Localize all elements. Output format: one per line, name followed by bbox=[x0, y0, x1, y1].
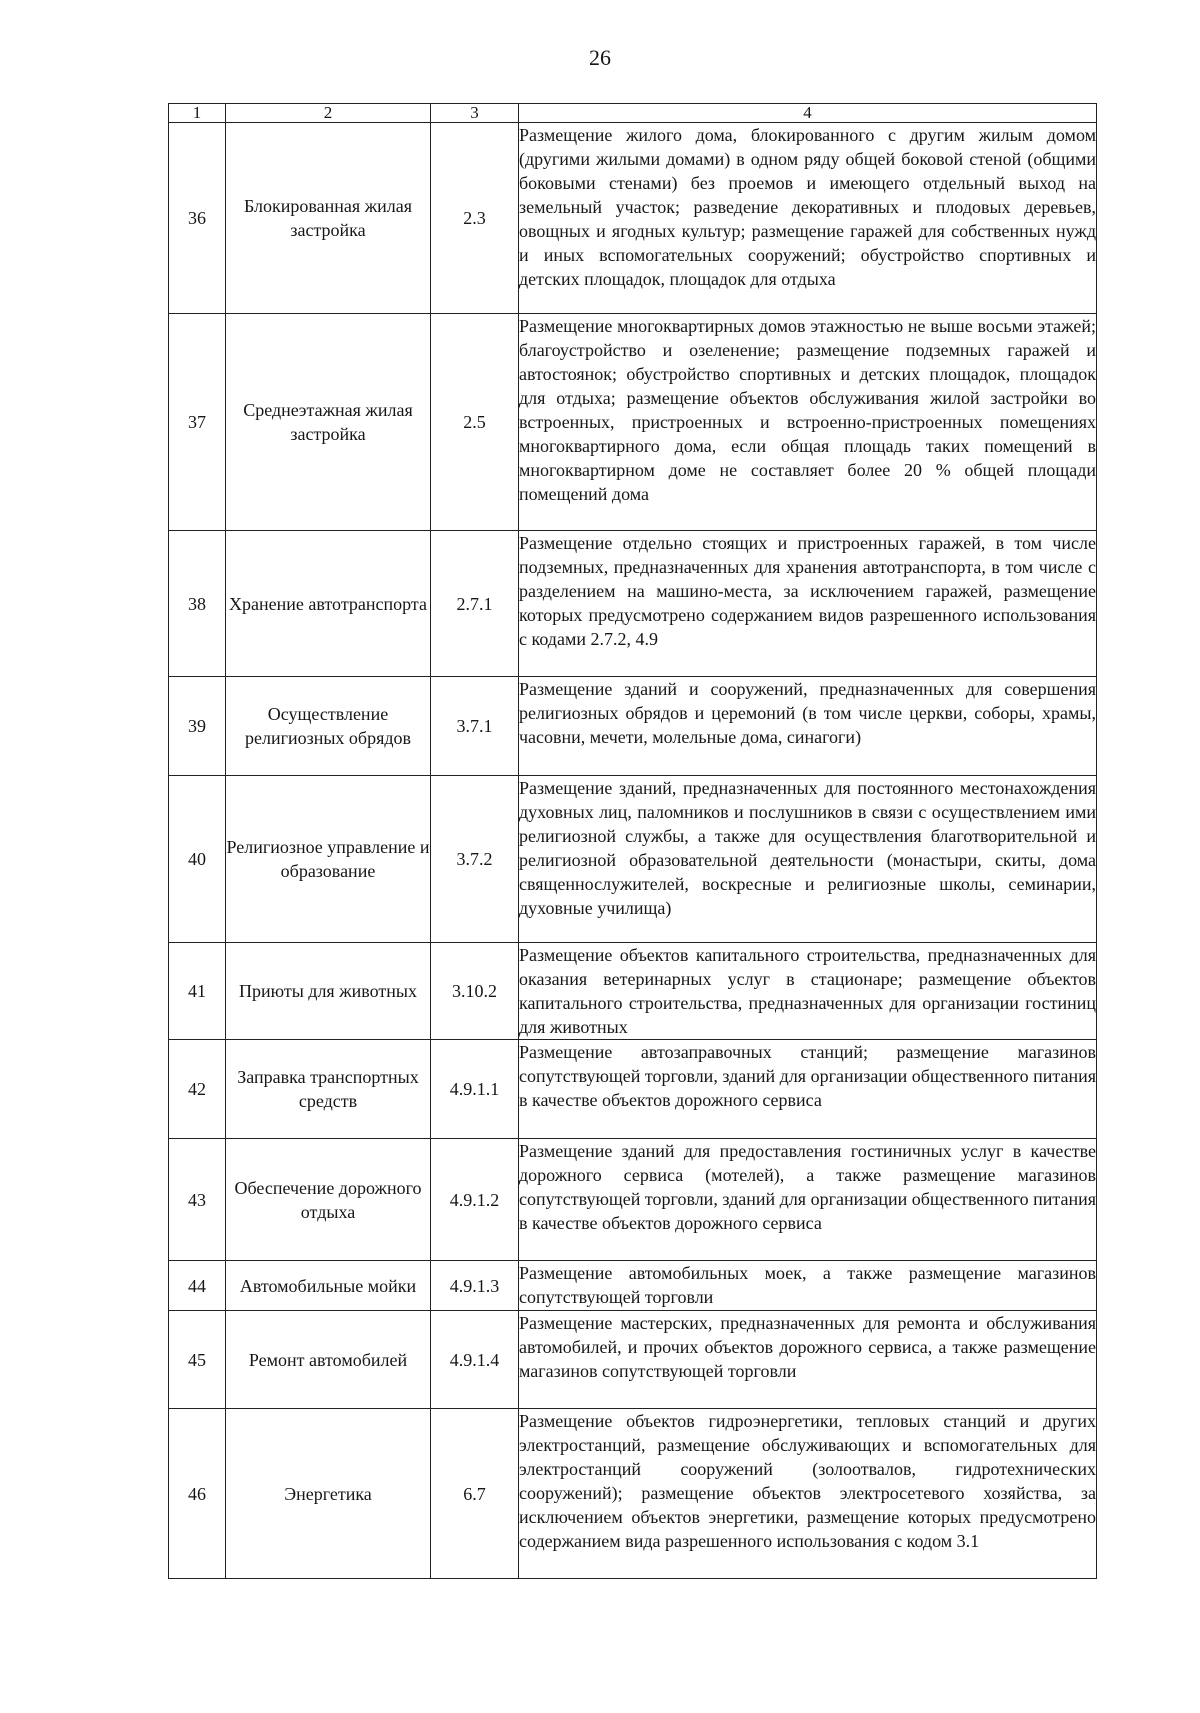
use-name: Хранение автотранспорта bbox=[226, 531, 431, 677]
use-description bbox=[519, 776, 1097, 943]
table-row bbox=[169, 1311, 1097, 1409]
row-number: 44 bbox=[169, 1261, 226, 1311]
use-description bbox=[519, 1261, 1097, 1311]
use-description-text: Размещение объектов гидроэнергетики, тепловых станций и других электростанций, размещение обслуживающих и вспомогательных для электростанций сооружений (золоотвалов, гидротехнических сооружений); размещение объектов электросетевого хозяйства, за исключением объектов энергетики, размещение которых предусмотрено содержанием вида разрешенного использования с кодом 3.1 bbox=[519, 1411, 1096, 1551]
use-name: Религиозное управление и образование bbox=[226, 776, 431, 943]
use-description bbox=[519, 531, 1097, 677]
use-description-text: Размещение зданий и сооружений, предназначенных для совершения религиозных обрядов и церемоний (в том числе церкви, соборы, храмы, часовни, мечети, молельные дома, синагоги) bbox=[519, 679, 1096, 747]
use-name: Ремонт автомобилей bbox=[226, 1311, 431, 1409]
table-row bbox=[169, 776, 1097, 943]
land-use-table bbox=[168, 103, 1097, 1579]
use-code: 4.9.1.2 bbox=[431, 1139, 519, 1261]
table-header-row bbox=[169, 104, 1097, 123]
use-description-text: Размещение жилого дома, блокированного с другим жилым домом (другими жилыми домами) в одном ряду общей боковой стеной (общими боковыми стенами) без проемов и имеющего отдельный выход на земельный участок; разведение декоративных и плодовых деревьев, овощных и ягодных культур; размещение гаражей для собственных нужд и иных вспомогательных сооружений; обустройство спортивных и детских площадок, площадок для отдыха bbox=[519, 125, 1096, 289]
row-number: 38 bbox=[169, 531, 226, 677]
row-number: 45 bbox=[169, 1311, 226, 1409]
column-header: 4 bbox=[519, 104, 1097, 123]
table-row bbox=[169, 677, 1097, 776]
use-name: Заправка транспортных средств bbox=[226, 1040, 431, 1139]
table-row bbox=[169, 314, 1097, 531]
use-description bbox=[519, 1139, 1097, 1261]
use-description bbox=[519, 1311, 1097, 1409]
use-name: Блокированная жилая застройка bbox=[226, 123, 431, 314]
use-code: 2.3 bbox=[431, 123, 519, 314]
use-name: Среднеэтажная жилая застройка bbox=[226, 314, 431, 531]
use-description bbox=[519, 1409, 1097, 1579]
use-description-text: Размещение мастерских, предназначенных для ремонта и обслуживания автомобилей, и прочих объектов дорожного сервиса, а также размещение магазинов сопутствующей торговли bbox=[519, 1313, 1096, 1381]
use-description-text: Размещение отдельно стоящих и пристроенных гаражей, в том числе подземных, предназначенных для хранения автотранспорта, в том числе с разделением на машино-места, за исключением гаражей, размещение которых предусмотрено содержанием видов разрешенного использования с кодами 2.7.2, 4.9 bbox=[519, 533, 1096, 649]
use-description-text: Размещение многоквартирных домов этажностью не выше восьми этажей; благоустройство и озеленение; размещение подземных гаражей и автостоянок; обустройство спортивных и детских площадок, площадок для отдыха; размещение объектов обслуживания жилой застройки во встроенных, пристроенных и встроенно-пристроенных помещениях многоквартирного дома, если общая площадь таких помещений в многоквартирном доме не составляет более 20 % общей площади помещений дома bbox=[519, 316, 1096, 504]
row-number: 40 bbox=[169, 776, 226, 943]
column-header: 2 bbox=[226, 104, 431, 123]
use-code: 2.7.1 bbox=[431, 531, 519, 677]
use-description bbox=[519, 1040, 1097, 1139]
row-number: 41 bbox=[169, 943, 226, 1040]
table-row bbox=[169, 531, 1097, 677]
use-name: Энергетика bbox=[226, 1409, 431, 1579]
row-number: 43 bbox=[169, 1139, 226, 1261]
table-row bbox=[169, 1261, 1097, 1311]
use-description-text: Размещение автомобильных моек, а также размещение магазинов сопутствующей торговли bbox=[519, 1263, 1096, 1307]
use-code: 6.7 bbox=[431, 1409, 519, 1579]
use-name: Приюты для животных bbox=[226, 943, 431, 1040]
table-row bbox=[169, 943, 1097, 1040]
row-number: 39 bbox=[169, 677, 226, 776]
use-name: Обеспечение дорожного отдыха bbox=[226, 1139, 431, 1261]
page-number: 26 bbox=[589, 45, 611, 70]
table-row bbox=[169, 1040, 1097, 1139]
row-number: 37 bbox=[169, 314, 226, 531]
use-description bbox=[519, 943, 1097, 1040]
use-code: 3.7.1 bbox=[431, 677, 519, 776]
use-description bbox=[519, 677, 1097, 776]
row-number: 42 bbox=[169, 1040, 226, 1139]
use-description bbox=[519, 314, 1097, 531]
use-description-text: Размещение зданий, предназначенных для постоянного местонахождения духовных лиц, паломников и послушников в связи с осуществлением ими религиозной службы, а также для осуществления благотворительной и религиозной образовательной деятельности (монастыри, скиты, дома священнослужителей, воскресные и религиозные школы, семинарии, духовные училища) bbox=[519, 778, 1096, 918]
use-code: 4.9.1.4 bbox=[431, 1311, 519, 1409]
table-row bbox=[169, 1409, 1097, 1579]
row-number: 46 bbox=[169, 1409, 226, 1579]
use-description-text: Размещение автозаправочных станций; размещение магазинов сопутствующей торговли, зданий для организации общественного питания в качестве объектов дорожного сервиса bbox=[519, 1042, 1096, 1110]
use-code: 2.5 bbox=[431, 314, 519, 531]
column-header: 1 bbox=[169, 104, 226, 123]
use-code: 4.9.1.1 bbox=[431, 1040, 519, 1139]
use-description bbox=[519, 123, 1097, 314]
use-name: Осуществление религиозных обрядов bbox=[226, 677, 431, 776]
table-row bbox=[169, 1139, 1097, 1261]
table-row bbox=[169, 123, 1097, 314]
use-code: 3.7.2 bbox=[431, 776, 519, 943]
use-code: 4.9.1.3 bbox=[431, 1261, 519, 1311]
use-code: 3.10.2 bbox=[431, 943, 519, 1040]
column-header: 3 bbox=[431, 104, 519, 123]
use-description-text: Размещение объектов капитального строительства, предназначенных для оказания ветеринарных услуг в стационаре; размещение объектов капитального строительства, предназначенных для организации гостиниц для животных bbox=[519, 945, 1096, 1037]
use-description-text: Размещение зданий для предоставления гостиничных услуг в качестве дорожного сервиса (мотелей), а также размещение магазинов сопутствующей торговли, зданий для организации общественного питания в качестве объектов дорожного сервиса bbox=[519, 1141, 1096, 1233]
use-name: Автомобильные мойки bbox=[226, 1261, 431, 1311]
row-number: 36 bbox=[169, 123, 226, 314]
